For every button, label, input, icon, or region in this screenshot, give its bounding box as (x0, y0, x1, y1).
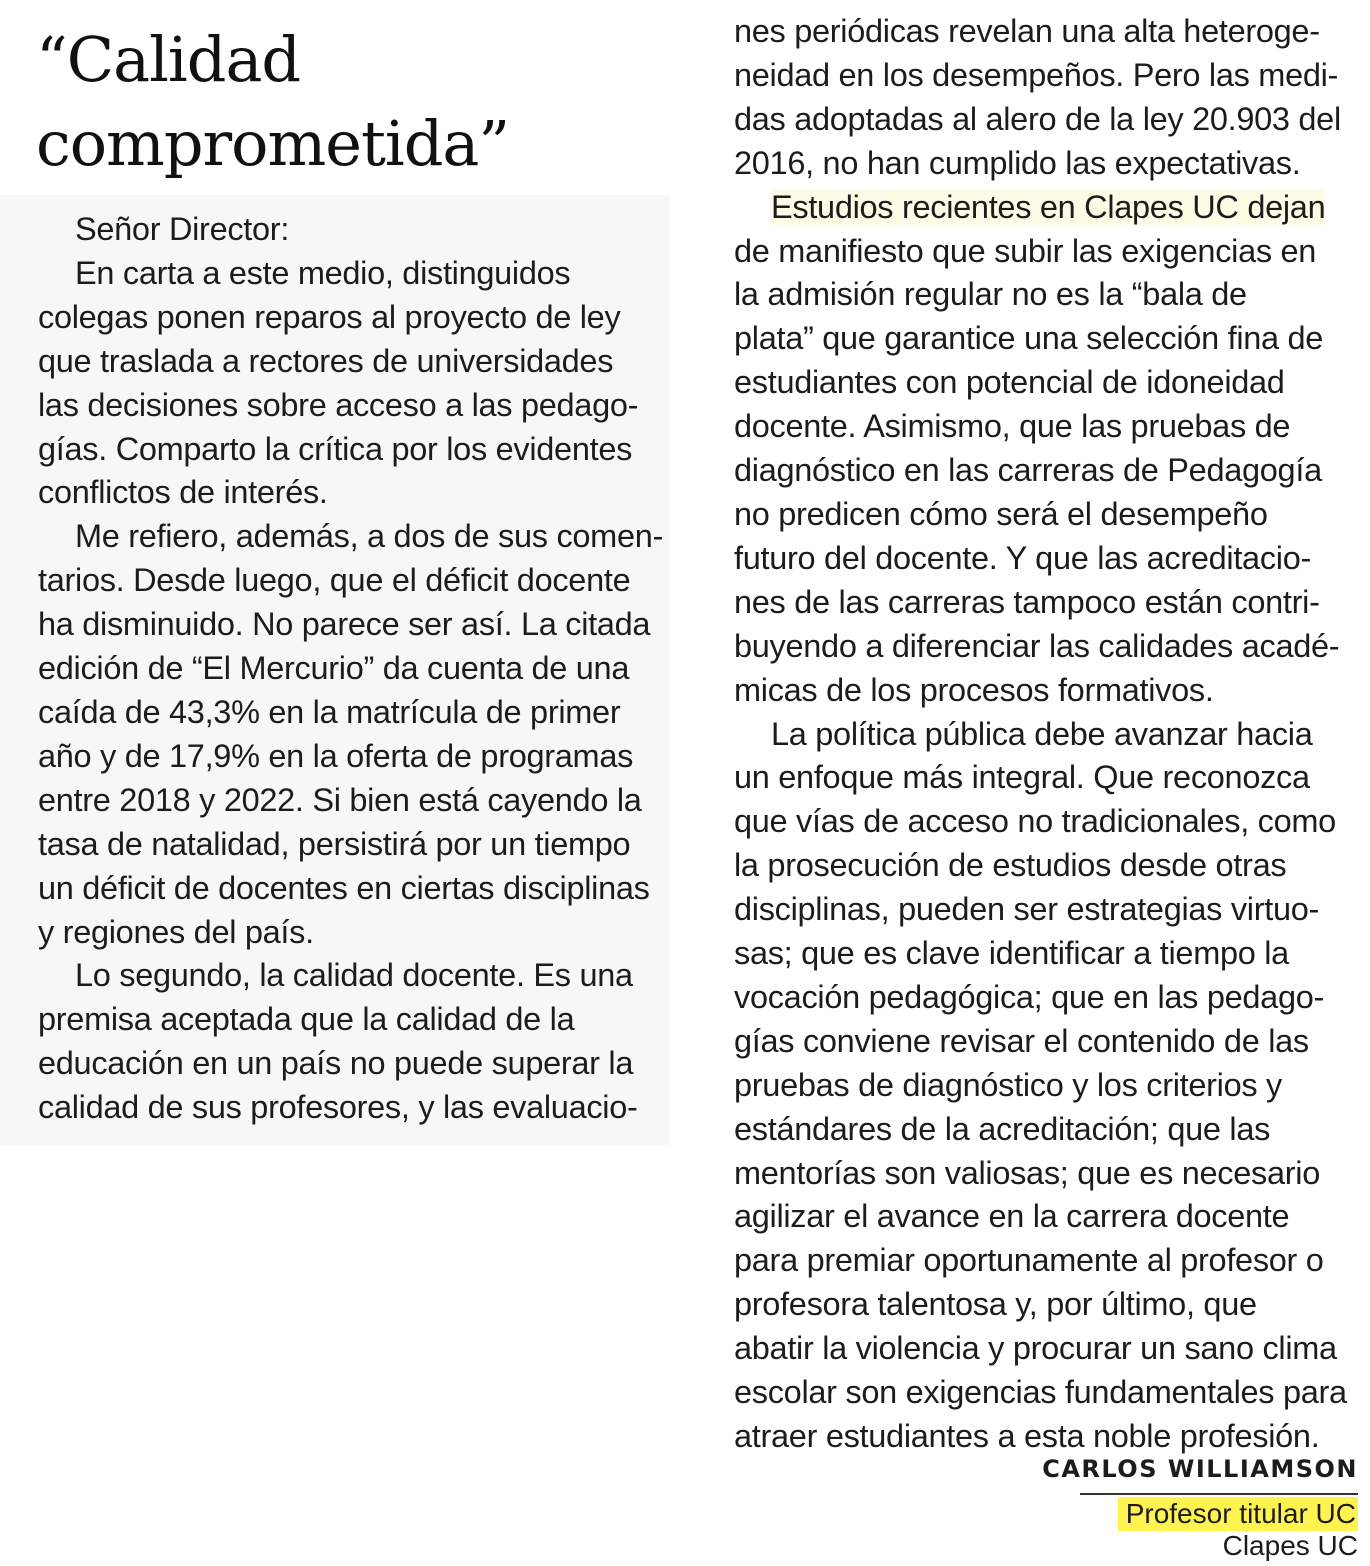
highlighted-text: Estudios recientes en Clapes UC dejan (771, 188, 1326, 225)
paragraph-2-line: edición de “El Mercurio” da cuenta de una (38, 650, 630, 687)
letter-headline (36, 18, 676, 186)
paragraph-4-line: futuro del docente. Y que las acreditacio- (734, 539, 1312, 576)
headline-line-1: “Calidad (36, 23, 301, 96)
signature-divider (1080, 1493, 1358, 1495)
paragraph-4-line: nes de las carreras tampoco están contri- (734, 583, 1320, 620)
salutation: Señor Director: (75, 211, 290, 247)
right-column-text (734, 10, 1364, 1459)
paragraph-5-line: vocación pedagógica; que en las pedago- (734, 978, 1325, 1015)
paragraph-5-line: atraer estudiantes a esta noble profesión. (734, 1418, 1320, 1454)
paragraph-2-line: año y de 17,9% en la oferta de programas (38, 737, 634, 774)
paragraph-1-line: las decisiones sobre acceso a las pedago- (38, 386, 639, 423)
paragraph-5-line: agilizar el avance en la carrera docente (734, 1198, 1290, 1235)
paragraph-2-line: tasa de natalidad, persistirá por un tiempo (38, 825, 631, 862)
paragraph-4-line: plata” que garantice una selección fina de (734, 320, 1324, 357)
paragraph-1-line: gías. Comparto la crítica por los evidentes (38, 430, 633, 467)
paragraph-5-line: mentorías son valiosas; que es necesario (734, 1154, 1320, 1191)
paragraph-4-line: no predicen cómo será el desempeño (734, 495, 1268, 532)
paragraph-3-line: das adoptadas al alero de la ley 20.903 del (734, 100, 1341, 137)
paragraph-5-line: profesora talentosa y, por último, que (734, 1286, 1257, 1323)
paragraph-2-line: y regiones del país. (38, 913, 314, 950)
paragraph-1-line: conflictos de interés. (38, 474, 328, 511)
paragraph-5-line: escolar son exigencias fundamentales para (734, 1374, 1347, 1411)
paragraph-2-line: caída de 43,3% en la matrícula de primer (38, 693, 621, 730)
paragraph-4-line: buyendo a diferenciar las calidades acadé- (734, 627, 1340, 664)
author-title: Profesor titular UC (1118, 1497, 1358, 1531)
headline-line-2: comprometida” (36, 107, 510, 180)
paragraph-5-line: para premiar oportunamente al profesor o (734, 1242, 1324, 1279)
paragraph-2-line: entre 2018 y 2022. Si bien está cayendo la (38, 781, 642, 818)
paragraph-2-line: un déficit de docentes en ciertas disciplinas (38, 869, 650, 906)
paragraph-3-line: nes periódicas revelan una alta heteroge- (734, 13, 1320, 49)
paragraph-5-line: La política pública debe avanzar hacia (771, 715, 1313, 752)
paragraph-3-line: neidad en los desempeños. Pero las medi- (734, 56, 1339, 93)
paragraph-5-line: sas; que es clave identificar a tiempo la (734, 935, 1289, 972)
paragraph-4-line: micas de los procesos formativos. (734, 671, 1214, 708)
paragraph-4-line: de manifiesto que subir las exigencias en (734, 232, 1317, 269)
paragraph-4-line (734, 186, 1364, 230)
paragraph-4-line: estudiantes con potencial de idoneidad (734, 364, 1285, 401)
paragraph-2-line: Me refiero, además, a dos de sus comen- (75, 518, 664, 555)
paragraph-4-line: la admisión regular no es la “bala de (734, 276, 1247, 313)
paragraph-3-line: Lo segundo, la calidad docente. Es una (75, 957, 633, 994)
paragraph-5-line: abatir la violencia y procurar un sano clima (734, 1330, 1337, 1367)
paragraph-2-line: tarios. Desde luego, que el déficit docente (38, 562, 631, 599)
author-name: CARLOS WILLIAMSON (1042, 1455, 1358, 1483)
author-organization: Clapes UC (1222, 1530, 1358, 1561)
left-column-text (38, 208, 678, 1130)
paragraph-5-line: gías conviene revisar el contenido de las (734, 1022, 1309, 1059)
paragraph-1-line: colegas ponen reparos al proyecto de ley (38, 298, 621, 335)
paragraph-5-line: estándares de la acreditación; que las (734, 1110, 1271, 1147)
paragraph-1-line: En carta a este medio, distinguidos (75, 254, 571, 291)
paragraph-3-line: 2016, no han cumplido las expectativas. (734, 144, 1301, 181)
paragraph-2-line: ha disminuido. No parece ser así. La citada (38, 606, 651, 643)
paragraph-4-line: diagnóstico en las carreras de Pedagogía (734, 452, 1322, 489)
paragraph-3-line: premisa aceptada que la calidad de la (38, 1001, 575, 1038)
paragraph-1-line: que traslada a rectores de universidades (38, 342, 614, 379)
paragraph-5-line: un enfoque más integral. Que reconozca (734, 759, 1310, 796)
paragraph-5-line: disciplinas, pueden ser estrategias virtuo- (734, 891, 1320, 928)
paragraph-3-line: educación en un país no puede superar la (38, 1045, 634, 1082)
paragraph-5-line: la prosecución de estudios desde otras (734, 847, 1287, 884)
paragraph-4-line: docente. Asimismo, que las pruebas de (734, 408, 1291, 445)
paragraph-3-line: calidad de sus profesores, y las evaluacio- (38, 1089, 638, 1126)
paragraph-5-line: que vías de acceso no tradicionales, como (734, 803, 1336, 840)
paragraph-5-line: pruebas de diagnóstico y los criterios y (734, 1066, 1283, 1103)
